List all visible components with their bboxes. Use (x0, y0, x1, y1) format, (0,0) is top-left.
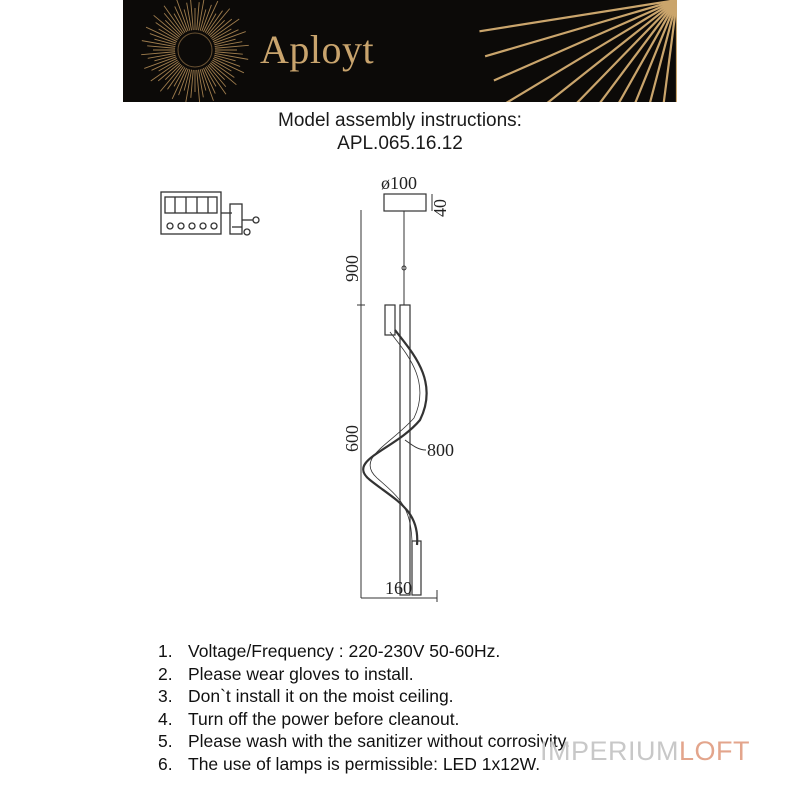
dim-canopy-diameter: ø100 (381, 173, 417, 193)
list-item: 5. Please wash with the sanitizer without corrosivity. (158, 731, 570, 751)
instructions-list (158, 640, 570, 775)
list-item: 6. The use of lamps is permissible: LED 1x12W. (158, 753, 541, 774)
lamp-body (363, 305, 426, 595)
list-item: 1. Voltage/Frequency : 220-230V 50-60Hz. (158, 641, 501, 661)
dim-canopy-height: 40 (430, 199, 450, 217)
dim-body-height: 600 (342, 425, 362, 452)
list-item: 2. Please wear gloves to install. (158, 663, 414, 684)
model-number: APL.065.16.12 (337, 133, 463, 154)
document-title: Model assembly instructions: (278, 110, 522, 131)
list-item: 3. Don`t install it on the moist ceiling. (158, 686, 454, 706)
list-item: 4. Turn off the power before cleanout. (158, 708, 460, 729)
dim-cable-length: 900 (342, 255, 362, 282)
wiring-diagram-icon (161, 192, 259, 235)
brand-logo: Aployt (260, 27, 375, 72)
canopy (384, 194, 426, 211)
dim-spiral-length: 800 (427, 440, 454, 460)
dim-width: 160 (385, 578, 412, 598)
watermark: IMPERIUMLOFT (540, 736, 751, 766)
